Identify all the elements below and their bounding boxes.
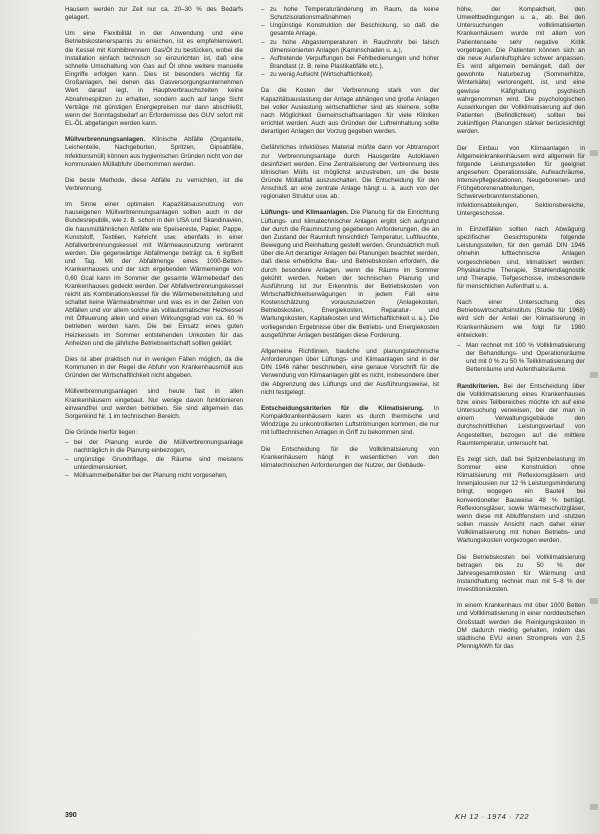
list-item: – zu hohe Temperaturänderung im Raum, da keine Schutzisolationsmaßnahmen <box>261 6 439 22</box>
edge-marker <box>590 372 598 378</box>
list-item: – ungünstige Grundriflage, die Räume sind meistens unterdimensioniert, <box>65 456 243 472</box>
section-heading-criteria: Randkriterien. <box>457 382 500 390</box>
edge-marker <box>590 598 598 604</box>
paragraph: In Einzelfällen sollten nach Abwägung spezifischer Gesichtspunkte folgende Leistungsstellen, für den gemäß DIN 1946 ohnehin lufttechnische Anlagen vorgeschrieben sind, klimatisiert werden: Physikalische Therapie, Strahlendiagnostik und Therapie, Tiefgeschosse, insbesondere für menschlichen Aufenthalt u. a. <box>457 225 585 290</box>
text-column-2 <box>261 6 439 478</box>
paragraph-text: In Kompaktkrankenhäusern kann es durch thermische und Windzüge zu unkontrollierten Luftströmungen kommen, die nur mit lufttechnischen Anlagen in Griff zu bekommen sind. <box>261 404 439 437</box>
paragraph: Hausern werden zur Zeit nur ca. 20–30 % des Bedarfs gelagert. <box>65 6 243 22</box>
paragraph: Es zeigt sich, daß bei Spitzenbelastung im Sommer eine Konstruktion ohne Klimatisierung mit Reflexionsgläsern und Innenjalousien nur 12 % Leistungsminderung bringt, wogegen ein Bauteil bei konventioneller Bauweise 48 % beträgt. Reflexionsgläser, sowie Wärmeschutzgläser, wenn diese mit Abluftfenstern und -stutzen sollen massiv Ansicht nach daher einer Vollklimatisierung mit hohen Betriebs- und Wartungskosten vorgezogen werden. <box>457 455 585 545</box>
section-heading-ventilation: Lüftungs- und Klimaanlagen. <box>261 209 349 217</box>
list-item: – Müllsammelbehälter bei der Planung nicht vorgesehen, <box>65 472 243 480</box>
reasons-list <box>65 439 243 480</box>
paragraph: Allgemeine Richtlinien, bauliche und planungstechnische Anforderungen über Lüftungs- und Klimaanlagen sind in der DIN 1946 näher beschrieben, eine genaue Vorschrift für die Verwendung von Klimaanlagen gibt es nicht, insbesondere über die Abgrenzung des Lüftungs und der Ausführungsweise, ist nicht festgelegt. <box>261 347 439 396</box>
paragraph: Gefährliches infektiöses Material müßte dann vor Abtransport zur Verbrennungsanlage durch Hausgeräte Autoklaven desinfiziert werden. Eine Zentralisierung der Verbrennung des klinischen Mülls ist möglichst anzustreben, um die beste Gründe Müllabfall auszuschalten. Die Entscheidung für den Anschluß an eine zentrale Anlage hängt u. a. auch von der regionalen Struktur usw. ab. <box>261 144 439 201</box>
list-item: – bei der Planung wurde die Müllverbrennungsanlage nachträglich in die Planung einbezogen, <box>65 439 243 455</box>
list-item: – Man rechnet mit 100 % Vollklimatisierung der Behandlungs- und Operationsräume und mit 0 % zu 50 % Teilklimatisierung der Bettenräume und Aufenthaltsräume. <box>457 342 585 375</box>
paragraph: Dies ist aber praktisch nur in wenigen Fällen möglich, da die Kommunen in der Regel die Abfuhr von Krankenhausmüll aus Gründen der Wirtschaftlichkeit nicht abgeben. <box>65 355 243 380</box>
paragraph-text: Die Planung für die Einrichtung Lüftungs- und klimatechnischer Anlagen ergibt sich aufgrund der durch die Raumnutzung gegebenen Anforderungen, die an den Zustand der Raumluft hinsichtlich Temperatur, Luftfeuchte, Bewegung und Reinhaltung gestellt werden. Grundsätzlich muß über die Art derartiger Anlagen bei Planungen beachtet werden, daß diese erhebliche Bau- und Betriebskosten erfordern, die durch besondere Anlagen, wenn die Räume im Sommer gekühlt werden. Neben der technischen Planung und Ausführung ist zur Erkenntnis der Betriebskosten von Wirtschaftlichkeitserwägungen in jedem Fall eine Kostenschätzung vorauszusetzen (Anlagekosten, Betriebskosten, Energiekosten, Reparatur- und Wartungskosten, Kapitalkosten und Wirtschaftlichkeit u. a.). Die vorliegenden Ergebnisse über die Betriebs- und Energiekosten ausgeführter Anlagen bestätigen diese Forderung. <box>261 209 439 339</box>
paragraph <box>261 209 439 340</box>
page-number: 390 <box>65 812 77 819</box>
paragraph-text: Klinische Abfälle (Organteile, Leichenteile, Nachgeburten, Spritzen, Gipsabfälle, Infektionsmüll) können aus hygienischen Gründen nicht von der kommunalen Müllabfuhr übernommen werden. <box>65 136 243 168</box>
paragraph: Da die Kosten der Verbrennung stark von der Kapazitätsauslastung der Anlage abhängen und große Anlagen bei voller Auslastung wirtschaftlicher sind als kleinere, sollte nach Möglichkeit Gemeinschaftsanlagen für viele Kliniken errichtet werden. Auch aus Gründen der Luftreinhaltung sollte derartigen Anlagen der Vorzug gegeben werden. <box>261 87 439 136</box>
list-item: – Ungünstige Konstruktion der Beschickung, so daß die gesamte Anlage, <box>261 22 439 38</box>
list-item: – zu wenig Aufsicht (Wirtschaftlichkeit). <box>261 71 439 79</box>
paragraph: Im Sinne einer optimalen Kapazitätsausnutzung von hauseigenen Müllverbrennungsanlagen sollten auch in der Bundesrepublik, wie z. B. schon in den USA und Skandinavien, die hausmüllähnlichen Abfälle wie Speisereste, Papier, Pappe, Kunststoff, Textilien, Kehricht usw. ebenfalls in einer Abfallverbrennungskessel mit Wärmeausnutzung verbrannt werden. Die gegenwärtige Abfallmenge beträgt ca. 6 kg/Bett und Tag. Mit der Abfallmenge eines 1000-Betten-Krankenhauses und der sich ergebenden Wärmemenge von 0,60 Gcal kann im Sommer der gesamte Wärmebedarf des Krankenhauses gedeckt werden. Der Abfallverbrennungskessel reicht als Kombinationskessel für die Wärmebereitstellung und schaltet keine Wärmeabnehmer und was es in der Zeiten von Abfällen und vor allem solche als vollautomatischer Heizkessel mit Ölfeuerung allein und einen Wirkungsgrad von ca. 60 % betrieben werden kann. Die bei Einsatz eines guten Heizkessels im Sommer entstehenden Unkosten für das Anheizen und die jährliche Betriebswirtschaft sollten geklärt. <box>65 201 243 347</box>
paragraph <box>65 136 243 169</box>
reasons-list-continued <box>261 6 439 79</box>
paragraph: Um eine Flexibilität in der Anwendung und eine Betriebskostenersparnis zu erreichen, ist es empfehlenswert, die Kessel mit Kombibrennern Gas/Öl zu bestücken, wobei die Installation einfach technisch so einzurichten ist, daß eine schnelle Umschaltung von Gas auf Öl ohne weitere manuelle Eingriffe erfolgen kann. Dies ist besonders wichtig für Großanlagen, bei denen das Gasversorgungsunternehmen Wert darauf legt, in Hauptverbrauchszeiten keine Abnahmespitzen zu erhalten, sondern auch auf lange Sicht Verträge mit günstigen Energiepreisen nur dann abschließt, wenn der Sonntagsbedarf an Erfordernisse des GUV sofort mit EL-ÖL abgefangen werden kann. <box>65 30 243 128</box>
edge-marker <box>590 150 598 156</box>
text-column-1 <box>65 6 243 488</box>
paragraph: Die Gründe hierfür liegen: <box>65 429 138 437</box>
section-heading-decision-criteria: Entscheidungskriterien für die Klimatisierung. <box>261 404 424 412</box>
journal-reference: KH 12 · 1974 · 722 <box>455 812 530 821</box>
paragraph <box>457 383 585 448</box>
forecast-list <box>457 342 585 375</box>
paragraph <box>261 405 439 438</box>
list-item: – Auftretende Verpuffungen bei Fehlbedienungen und hoher Brandlast (z. B. reine Plastikabfälle etc.), <box>261 55 439 71</box>
paragraph: Nach einer Untersuchung des Betriebswirtschaftsinstituts (Studie für 1968) wird sich der Anteil der Klimatisierung in Krankenhäusern wie folgt für 1980 entwickeln: <box>457 299 585 339</box>
paragraph: Der Einbau von Klimaanlagen in Allgemeinkrankenhäusern wird allgemein für folgende Leistungsstellen für geeignet angesehen: Operationssäle, Aufwachräume, Intensivpflegestationen, Neugeborenen- und Frühgeborenenabteilungen, Schwerverbranntenstationen, Infektionsabteilungen, Sektionsbereiche, Untergeschosse. <box>457 144 585 217</box>
paragraph-text: Bei der Entscheidung über die Vollklimatisierung eines Krankenhauses bzw. eines Teilbereiches möchte ich auf eine Untersuchung verweisen, bei der man in einem Verwaltungsgebäude den durchschnittlichen Leistungsverlauf von Angestellten, bezogen auf die mittlere Raumtemperatur, untersucht hat. <box>457 382 585 447</box>
edge-marker <box>590 804 598 810</box>
list-item: – zu hohe Abgastemperaturen in Rauchrohr bei falsch dimensionierten Anlagen (Kaminschaden u. a.), <box>261 39 439 55</box>
section-heading-waste-incineration: Müllverbrennungsanlagen. <box>65 136 146 144</box>
paragraph: Die Entscheidung für die Vollklimatisierung von Krankenhäusern hängt in wesentlichen von den klimatechnischen Anforderungen der Nutzer, der Gebäude- <box>261 445 439 469</box>
paragraph: Die beste Methode, diese Abfälle zu vernichten, ist die Verbrennung. <box>65 176 243 192</box>
paragraph: Die Betriebskosten bei Vollklimatisierung betragen bis zu 50 % der Jahresgesamtkosten für Wärmung und Instandhaltung rechnet man mit 5–8 % der Investitionskosten. <box>457 553 585 594</box>
paragraph: In einem Krankenhaus mit über 1000 Betten und Vollklimatisierung in einer norddeutschen Großstadt werden die Reinigungskosten in DM dadurch niedrig gehalten, indem das städtische EVU einen Strompreis von 2,5 Pfennig/kWh für das <box>457 602 585 651</box>
text-column-3 <box>457 6 585 659</box>
paragraph: Müllverbrennungsanlagen sind heute fast in allen Krankenhäusern eingebaut. Nur wenige davon funktionieren einwandfrei und werden betrieben. Sie sind allgemein das Sorgenkind Nr. 1 im technischen Bereich. <box>65 388 243 420</box>
paragraph: höhe, der Kompaktheit, den Umweltbedingungen u. a., ab. Bei den Untersuchungen vollklimatisierten Krankenhäusern wurde mit allem von Patientenseite sehr negative Kritik vorgetragen. Die Patienten können sich an die neue Außenluftsphäre schwer anpassen. Es wird allgemein bemängelt, daß der gewohnte Naturbezug (Sommerhitze, Winterkälte) verlorengeht, ist, und eine gewisse Käfighaltung psychisch wahrgenommen wird. Die psychologischen Auswirkungen der Vollklimatisierung auf den Patienten (Befindlichkeit) sollten bei zukünftigen Planungen stärker berücksichtigt werden. <box>457 6 585 136</box>
